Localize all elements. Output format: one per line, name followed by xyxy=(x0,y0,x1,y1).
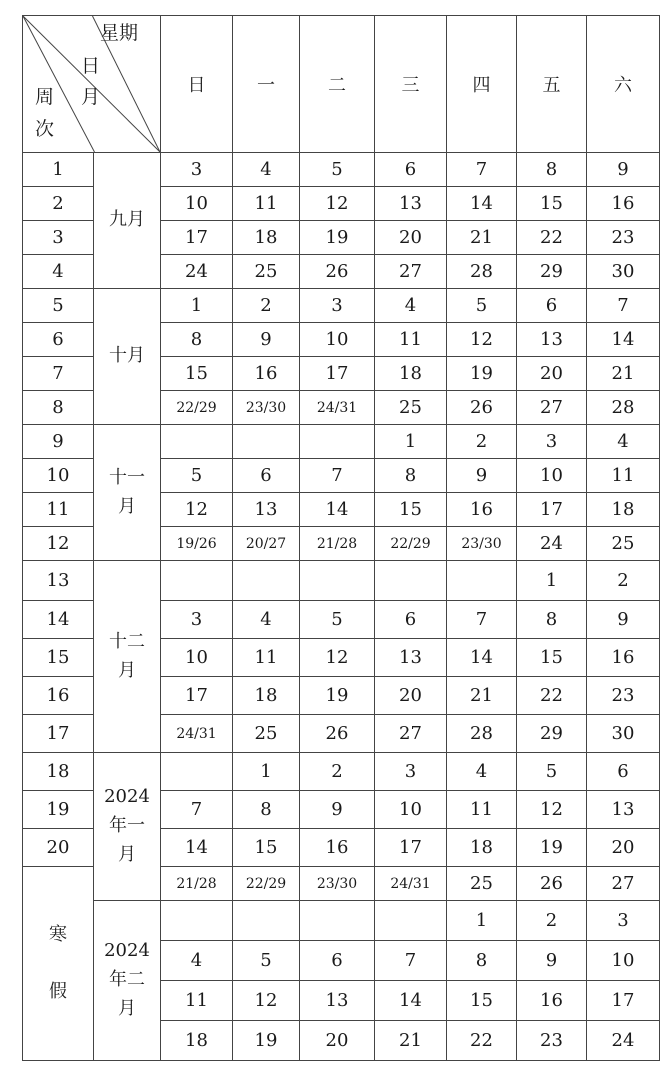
date-cell: 13 xyxy=(517,323,587,357)
date-cell: 7 xyxy=(587,289,660,323)
corner-label-day: 日 xyxy=(81,55,101,77)
week-row xyxy=(23,425,660,459)
date-cell: 18 xyxy=(233,221,300,255)
date-cell: 22/29 xyxy=(375,527,447,561)
date-cell: 27 xyxy=(375,255,447,289)
date-cell: 11 xyxy=(447,791,517,829)
week-number: 5 xyxy=(23,289,94,323)
date-cell: 19 xyxy=(517,829,587,867)
week-number: 2 xyxy=(23,187,94,221)
date-cell xyxy=(300,901,375,941)
date-cell: 6 xyxy=(300,941,375,981)
date-cell: 18 xyxy=(447,829,517,867)
date-cell: 15 xyxy=(233,829,300,867)
date-cell: 10 xyxy=(300,323,375,357)
date-cell: 27 xyxy=(517,391,587,425)
date-cell: 24/31 xyxy=(161,715,233,753)
date-cell: 17 xyxy=(161,221,233,255)
date-cell: 7 xyxy=(447,601,517,639)
week-number: 3 xyxy=(23,221,94,255)
date-cell: 2 xyxy=(233,289,300,323)
corner-header-cell xyxy=(23,16,161,153)
date-cell: 9 xyxy=(447,459,517,493)
date-cell: 18 xyxy=(161,1021,233,1061)
date-cell: 12 xyxy=(300,639,375,677)
date-cell: 13 xyxy=(233,493,300,527)
date-cell xyxy=(233,561,300,601)
date-cell: 5 xyxy=(517,753,587,791)
date-cell: 1 xyxy=(447,901,517,941)
corner-label-weekday: 星期 xyxy=(100,22,139,44)
header-row xyxy=(23,16,660,153)
date-cell: 20 xyxy=(375,221,447,255)
date-cell: 10 xyxy=(161,639,233,677)
date-cell: 13 xyxy=(375,187,447,221)
date-cell: 17 xyxy=(161,677,233,715)
week-number: 13 xyxy=(23,561,94,601)
date-cell: 4 xyxy=(161,941,233,981)
date-cell: 29 xyxy=(517,255,587,289)
date-cell: 27 xyxy=(375,715,447,753)
date-cell: 10 xyxy=(587,941,660,981)
date-cell: 10 xyxy=(375,791,447,829)
date-cell: 19 xyxy=(300,677,375,715)
date-cell: 21 xyxy=(447,677,517,715)
week-number: 12 xyxy=(23,527,94,561)
date-cell xyxy=(233,901,300,941)
date-cell: 4 xyxy=(375,289,447,323)
date-cell: 2 xyxy=(587,561,660,601)
date-cell: 11 xyxy=(587,459,660,493)
week-number: 9 xyxy=(23,425,94,459)
date-cell: 26 xyxy=(300,715,375,753)
winter-break-label: 寒 假 xyxy=(23,867,94,1061)
date-cell: 13 xyxy=(300,981,375,1021)
month-label-october: 十月 xyxy=(94,289,161,425)
date-cell: 10 xyxy=(517,459,587,493)
date-cell xyxy=(161,425,233,459)
date-cell: 23 xyxy=(517,1021,587,1061)
date-cell: 17 xyxy=(587,981,660,1021)
date-cell xyxy=(161,561,233,601)
date-cell: 7 xyxy=(161,791,233,829)
date-cell: 26 xyxy=(447,391,517,425)
date-cell: 6 xyxy=(517,289,587,323)
date-cell: 9 xyxy=(300,791,375,829)
date-cell: 4 xyxy=(587,425,660,459)
date-cell: 28 xyxy=(447,715,517,753)
date-cell: 5 xyxy=(447,289,517,323)
date-cell: 20 xyxy=(375,677,447,715)
date-cell: 15 xyxy=(375,493,447,527)
date-cell: 5 xyxy=(233,941,300,981)
date-cell: 17 xyxy=(375,829,447,867)
date-cell: 23 xyxy=(587,677,660,715)
date-cell: 8 xyxy=(447,941,517,981)
week-number: 7 xyxy=(23,357,94,391)
date-cell: 12 xyxy=(300,187,375,221)
date-cell: 20/27 xyxy=(233,527,300,561)
date-cell: 2 xyxy=(300,753,375,791)
date-cell: 11 xyxy=(233,187,300,221)
date-cell: 23 xyxy=(587,221,660,255)
date-cell: 19 xyxy=(233,1021,300,1061)
date-cell: 3 xyxy=(161,601,233,639)
date-cell: 26 xyxy=(300,255,375,289)
date-cell: 14 xyxy=(300,493,375,527)
date-cell: 11 xyxy=(233,639,300,677)
school-calendar-table xyxy=(22,15,660,1061)
month-label-december: 十二 月 xyxy=(94,561,161,753)
week-row xyxy=(23,153,660,187)
week-row xyxy=(23,561,660,601)
date-cell: 28 xyxy=(447,255,517,289)
date-cell: 24/31 xyxy=(375,867,447,901)
month-label-february: 2024 年二 月 xyxy=(94,901,161,1061)
date-cell: 21/28 xyxy=(161,867,233,901)
date-cell: 24 xyxy=(161,255,233,289)
date-cell: 16 xyxy=(587,639,660,677)
date-cell: 20 xyxy=(587,829,660,867)
date-cell xyxy=(447,561,517,601)
week-number: 17 xyxy=(23,715,94,753)
week-number: 6 xyxy=(23,323,94,357)
date-cell: 14 xyxy=(447,639,517,677)
date-cell: 12 xyxy=(233,981,300,1021)
date-cell: 1 xyxy=(375,425,447,459)
date-cell: 27 xyxy=(587,867,660,901)
date-cell: 15 xyxy=(517,187,587,221)
calendar-body xyxy=(23,153,660,1061)
date-cell: 3 xyxy=(375,753,447,791)
date-cell: 23/30 xyxy=(300,867,375,901)
date-cell: 24/31 xyxy=(300,391,375,425)
date-cell: 4 xyxy=(233,153,300,187)
date-cell: 1 xyxy=(517,561,587,601)
date-cell: 21/28 xyxy=(300,527,375,561)
date-cell: 11 xyxy=(161,981,233,1021)
date-cell: 13 xyxy=(375,639,447,677)
date-cell: 3 xyxy=(587,901,660,941)
date-cell xyxy=(300,561,375,601)
date-cell: 16 xyxy=(447,493,517,527)
date-cell: 15 xyxy=(447,981,517,1021)
corner-label-order: 次 xyxy=(35,118,55,140)
date-cell: 24 xyxy=(587,1021,660,1061)
date-cell: 22/29 xyxy=(233,867,300,901)
week-row xyxy=(23,289,660,323)
date-cell: 15 xyxy=(161,357,233,391)
date-cell: 16 xyxy=(517,981,587,1021)
date-cell: 21 xyxy=(447,221,517,255)
week-number: 18 xyxy=(23,753,94,791)
date-cell: 12 xyxy=(161,493,233,527)
date-cell: 7 xyxy=(300,459,375,493)
date-cell: 7 xyxy=(375,941,447,981)
date-cell: 22 xyxy=(447,1021,517,1061)
weekday-header: 六 xyxy=(587,16,660,153)
date-cell: 17 xyxy=(300,357,375,391)
date-cell: 10 xyxy=(161,187,233,221)
date-cell: 8 xyxy=(375,459,447,493)
date-cell: 24 xyxy=(517,527,587,561)
date-cell: 6 xyxy=(587,753,660,791)
date-cell: 18 xyxy=(233,677,300,715)
date-cell: 21 xyxy=(375,1021,447,1061)
date-cell: 9 xyxy=(517,941,587,981)
date-cell: 21 xyxy=(587,357,660,391)
date-cell xyxy=(161,901,233,941)
date-cell: 4 xyxy=(447,753,517,791)
date-cell: 18 xyxy=(587,493,660,527)
weekday-header: 一 xyxy=(233,16,300,153)
date-cell: 1 xyxy=(233,753,300,791)
date-cell: 22 xyxy=(517,677,587,715)
month-label-november: 十一 月 xyxy=(94,425,161,561)
date-cell: 9 xyxy=(587,601,660,639)
date-cell: 3 xyxy=(300,289,375,323)
date-cell: 8 xyxy=(517,601,587,639)
week-number: 14 xyxy=(23,601,94,639)
date-cell: 15 xyxy=(517,639,587,677)
date-cell: 4 xyxy=(233,601,300,639)
date-cell: 25 xyxy=(233,715,300,753)
date-cell: 2 xyxy=(517,901,587,941)
date-cell: 8 xyxy=(233,791,300,829)
date-cell xyxy=(300,425,375,459)
weekday-header: 日 xyxy=(161,16,233,153)
date-cell: 20 xyxy=(300,1021,375,1061)
date-cell: 28 xyxy=(587,391,660,425)
date-cell: 14 xyxy=(447,187,517,221)
date-cell: 17 xyxy=(517,493,587,527)
date-cell: 5 xyxy=(161,459,233,493)
date-cell: 3 xyxy=(161,153,233,187)
date-cell: 8 xyxy=(517,153,587,187)
date-cell: 12 xyxy=(517,791,587,829)
week-row xyxy=(23,901,660,941)
week-number: 1 xyxy=(23,153,94,187)
date-cell: 26 xyxy=(517,867,587,901)
date-cell: 25 xyxy=(375,391,447,425)
date-cell: 6 xyxy=(233,459,300,493)
date-cell: 18 xyxy=(375,357,447,391)
date-cell: 6 xyxy=(375,153,447,187)
date-cell: 8 xyxy=(161,323,233,357)
date-cell: 22/29 xyxy=(161,391,233,425)
date-cell: 30 xyxy=(587,255,660,289)
date-cell: 14 xyxy=(161,829,233,867)
date-cell: 20 xyxy=(517,357,587,391)
date-cell: 22 xyxy=(517,221,587,255)
date-cell: 19 xyxy=(300,221,375,255)
week-number: 16 xyxy=(23,677,94,715)
date-cell: 23/30 xyxy=(447,527,517,561)
date-cell: 19 xyxy=(447,357,517,391)
date-cell: 5 xyxy=(300,153,375,187)
date-cell: 25 xyxy=(233,255,300,289)
date-cell: 5 xyxy=(300,601,375,639)
date-cell: 13 xyxy=(587,791,660,829)
date-cell: 19/26 xyxy=(161,527,233,561)
date-cell: 1 xyxy=(161,289,233,323)
week-number: 4 xyxy=(23,255,94,289)
corner-label-week: 周 xyxy=(35,86,55,108)
date-cell: 2 xyxy=(447,425,517,459)
date-cell: 9 xyxy=(587,153,660,187)
date-cell: 11 xyxy=(375,323,447,357)
date-cell: 12 xyxy=(447,323,517,357)
date-cell: 6 xyxy=(375,601,447,639)
week-number: 15 xyxy=(23,639,94,677)
date-cell: 9 xyxy=(233,323,300,357)
week-number: 20 xyxy=(23,829,94,867)
week-number: 19 xyxy=(23,791,94,829)
weekday-header: 四 xyxy=(447,16,517,153)
week-row xyxy=(23,753,660,791)
date-cell: 23/30 xyxy=(233,391,300,425)
date-cell: 16 xyxy=(300,829,375,867)
corner-label-month: 月 xyxy=(81,86,101,108)
date-cell: 7 xyxy=(447,153,517,187)
date-cell: 30 xyxy=(587,715,660,753)
date-cell: 25 xyxy=(447,867,517,901)
week-number: 11 xyxy=(23,493,94,527)
date-cell: 14 xyxy=(587,323,660,357)
date-cell: 16 xyxy=(233,357,300,391)
week-number: 8 xyxy=(23,391,94,425)
date-cell xyxy=(375,561,447,601)
date-cell xyxy=(161,753,233,791)
weekday-header: 二 xyxy=(300,16,375,153)
weekday-header: 三 xyxy=(375,16,447,153)
date-cell: 25 xyxy=(587,527,660,561)
month-label-january: 2024 年一 月 xyxy=(94,753,161,901)
week-number: 10 xyxy=(23,459,94,493)
date-cell: 29 xyxy=(517,715,587,753)
date-cell xyxy=(375,901,447,941)
date-cell xyxy=(233,425,300,459)
date-cell: 16 xyxy=(587,187,660,221)
month-label-september: 九月 xyxy=(94,153,161,289)
date-cell: 14 xyxy=(375,981,447,1021)
weekday-header: 五 xyxy=(517,16,587,153)
date-cell: 3 xyxy=(517,425,587,459)
